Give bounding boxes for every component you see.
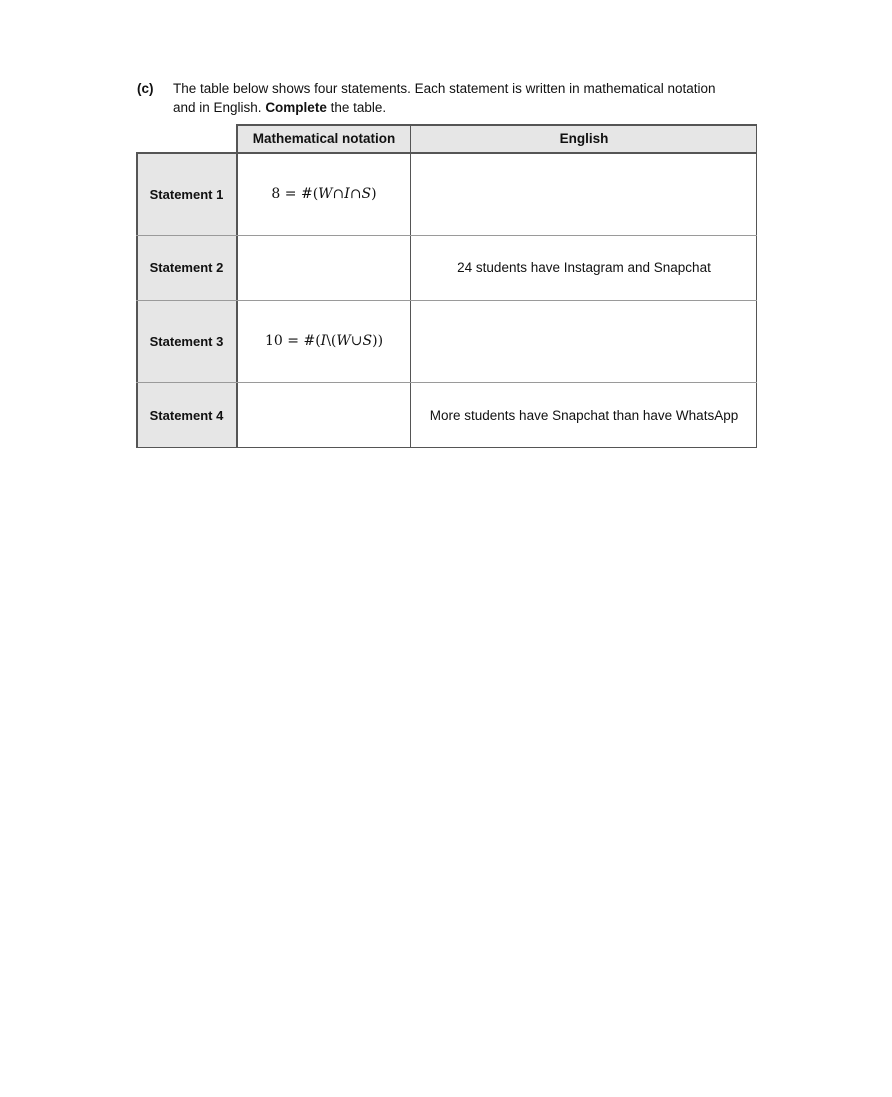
- row-label-statement-4: Statement 4: [136, 382, 237, 448]
- question-label: (c): [137, 81, 154, 96]
- row-label-statement-1: Statement 1: [136, 153, 237, 235]
- question-emphasis: Complete: [265, 100, 327, 115]
- notation-cell-3: 10 = #( I \( W ∪ S )): [264, 333, 384, 349]
- english-cell-3[interactable]: [411, 300, 757, 382]
- column-divider: [410, 124, 411, 448]
- question-line-2-start: and in English.: [173, 100, 266, 115]
- table-top-border: [237, 124, 757, 126]
- table-right-border: [756, 124, 758, 448]
- row-separator-1: [136, 235, 757, 236]
- row-header-divider: [236, 124, 238, 448]
- row-label-statement-3: Statement 3: [136, 300, 237, 382]
- row-separator-3: [136, 382, 757, 383]
- row-label-statement-2: Statement 2: [136, 235, 237, 300]
- notation-cell-4[interactable]: [237, 382, 411, 448]
- header-english: English: [411, 124, 757, 153]
- english-cell-2: 24 students have Instagram and Snapchat: [457, 260, 711, 275]
- english-cell-4: More students have Snapchat than have WhatsApp: [429, 407, 739, 423]
- english-cell-1[interactable]: [411, 153, 757, 235]
- question-line-2: [173, 98, 767, 117]
- header-mathematical-notation: Mathematical notation: [237, 124, 411, 153]
- row-separator-2: [136, 300, 757, 301]
- header-bottom-border: [136, 152, 757, 154]
- statements-table: [136, 124, 757, 448]
- notation-cell-1: 8 = #( W ∩ I ∩ S ): [271, 186, 377, 202]
- question-text: [173, 79, 767, 117]
- table-bottom-border: [136, 447, 757, 449]
- notation-cell-2[interactable]: [237, 235, 411, 300]
- question-line-1: The table below shows four statements. Each statement is written in mathematical notation: [173, 81, 716, 96]
- question-line-2-end: the table.: [326, 100, 387, 115]
